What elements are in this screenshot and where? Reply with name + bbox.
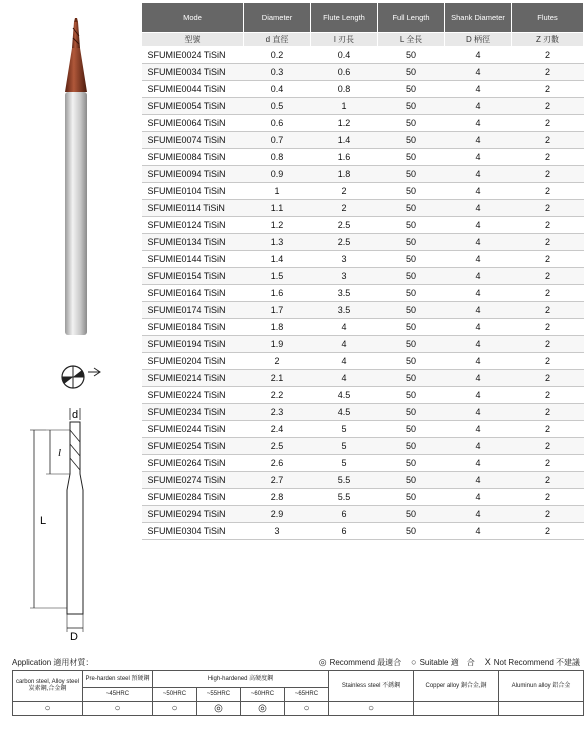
rating-stainless: ○ [329, 702, 414, 716]
cell-flutes: 2 [512, 489, 584, 506]
cell-shank-diameter: 4 [445, 98, 512, 115]
cell-flutes: 2 [512, 523, 584, 540]
cross-section-icon [58, 362, 108, 392]
table-row [142, 336, 584, 353]
cell-flute-length: 5.5 [311, 489, 378, 506]
cell-flutes: 2 [512, 268, 584, 285]
cell-flute-length: 0.4 [311, 47, 378, 64]
cell-flutes: 2 [512, 149, 584, 166]
legend-not-recommend-text: Not Recommend 不建議 [493, 658, 580, 667]
cell-flutes: 2 [512, 404, 584, 421]
cell-flutes: 2 [512, 81, 584, 98]
cell-flutes: 2 [512, 336, 584, 353]
cell-flute-length: 4.5 [311, 404, 378, 421]
cell-flute-length: 2.5 [311, 234, 378, 251]
cell-flute-length: 3.5 [311, 302, 378, 319]
cell-mode: SFUMIE0124 TiSiN [142, 217, 244, 234]
cell-shank-diameter: 4 [445, 234, 512, 251]
cell-flute-length: 2 [311, 183, 378, 200]
rating-50hrc: ○ [153, 702, 197, 716]
cell-flute-length: 4 [311, 336, 378, 353]
cell-flute-length: 3.5 [311, 285, 378, 302]
table-row [142, 251, 584, 268]
cell-shank-diameter: 4 [445, 268, 512, 285]
cell-shank-diameter: 4 [445, 506, 512, 523]
L-label: L [40, 515, 47, 527]
cell-flute-length: 0.6 [311, 64, 378, 81]
cell-full-length: 50 [378, 455, 445, 472]
subheader-row [142, 33, 584, 47]
legend-suitable-text: Suitable 適 合 [419, 658, 475, 667]
table-row [142, 217, 584, 234]
cell-mode: SFUMIE0264 TiSiN [142, 455, 244, 472]
cell-diameter: 2.9 [244, 506, 311, 523]
legend-recommend [319, 657, 401, 668]
dimension-drawing [20, 400, 130, 640]
header-row [142, 3, 584, 33]
circle-icon: ○ [411, 657, 417, 667]
cell-diameter: 1.9 [244, 336, 311, 353]
cell-shank-diameter: 4 [445, 302, 512, 319]
cell-flutes: 2 [512, 370, 584, 387]
table-row [142, 319, 584, 336]
col-high-sub-60: ~60HRC [241, 688, 285, 702]
cell-full-length: 50 [378, 234, 445, 251]
cell-flutes: 2 [512, 353, 584, 370]
cell-full-length: 50 [378, 183, 445, 200]
legend-suitable [411, 657, 475, 668]
legend-recommend-text: Recommend 最適合 [329, 658, 402, 667]
col-copper: Copper alloy 銅合金,銅 [414, 671, 499, 702]
cell-diameter: 0.7 [244, 132, 311, 149]
cell-flute-length: 0.8 [311, 81, 378, 98]
subheader-mode: 型號 [142, 33, 244, 47]
col-high-sub-55: ~55HRC [197, 688, 241, 702]
cell-diameter: 0.8 [244, 149, 311, 166]
legend [319, 657, 580, 668]
header-flutes: Flutes [512, 3, 584, 33]
cell-flute-length: 3 [311, 251, 378, 268]
header-flute-length: Flute Length [311, 3, 378, 33]
cell-diameter: 2.5 [244, 438, 311, 455]
cell-full-length: 50 [378, 64, 445, 81]
legend-not-recommend [485, 657, 580, 668]
cell-mode: SFUMIE0304 TiSiN [142, 523, 244, 540]
cell-diameter: 1.6 [244, 285, 311, 302]
cell-shank-diameter: 4 [445, 285, 512, 302]
cell-flute-length: 4 [311, 370, 378, 387]
col-high-sub-50: ~50HRC [153, 688, 197, 702]
cell-flute-length: 6 [311, 523, 378, 540]
rating-row [13, 702, 584, 716]
col-high-hardened: High-hardened 高硬度鋼 [153, 671, 329, 688]
table-row [142, 353, 584, 370]
cell-flute-length: 5 [311, 438, 378, 455]
cell-full-length: 50 [378, 319, 445, 336]
cell-mode: SFUMIE0144 TiSiN [142, 251, 244, 268]
cell-flutes: 2 [512, 115, 584, 132]
cell-flute-length: 1.2 [311, 115, 378, 132]
rating-65hrc: ○ [285, 702, 329, 716]
table-row [142, 115, 584, 132]
subheader-flute-length: l 刃長 [311, 33, 378, 47]
subheader-diameter: d 直徑 [244, 33, 311, 47]
col-high-sub-65: ~65HRC [285, 688, 329, 702]
cell-diameter: 0.2 [244, 47, 311, 64]
cell-flutes: 2 [512, 183, 584, 200]
table-row [142, 200, 584, 217]
cell-flute-length: 2.5 [311, 217, 378, 234]
cell-mode: SFUMIE0034 TiSiN [142, 64, 244, 81]
cell-full-length: 50 [378, 149, 445, 166]
application-title: Application 適用材質： [12, 658, 94, 667]
table-row [142, 47, 584, 64]
cell-mode: SFUMIE0204 TiSiN [142, 353, 244, 370]
cell-full-length: 50 [378, 353, 445, 370]
cell-full-length: 50 [378, 302, 445, 319]
cell-diameter: 0.3 [244, 64, 311, 81]
cell-flute-length: 4 [311, 353, 378, 370]
cell-full-length: 50 [378, 98, 445, 115]
rating-copper [414, 702, 499, 716]
cell-diameter: 1.8 [244, 319, 311, 336]
cell-full-length: 50 [378, 200, 445, 217]
cell-shank-diameter: 4 [445, 319, 512, 336]
cell-shank-diameter: 4 [445, 489, 512, 506]
cell-mode: SFUMIE0134 TiSiN [142, 234, 244, 251]
cell-diameter: 2 [244, 353, 311, 370]
table-row [142, 404, 584, 421]
cell-flute-length: 1.6 [311, 149, 378, 166]
cell-flute-length: 5 [311, 421, 378, 438]
cell-full-length: 50 [378, 472, 445, 489]
cell-mode: SFUMIE0084 TiSiN [142, 149, 244, 166]
table-row [142, 183, 584, 200]
cell-flute-length: 3 [311, 268, 378, 285]
cell-shank-diameter: 4 [445, 251, 512, 268]
l-label: l [58, 447, 62, 459]
cell-flutes: 2 [512, 47, 584, 64]
cell-shank-diameter: 4 [445, 523, 512, 540]
cell-flute-length: 1.8 [311, 166, 378, 183]
cell-flute-length: 1 [311, 98, 378, 115]
cell-flutes: 2 [512, 251, 584, 268]
cell-diameter: 0.5 [244, 98, 311, 115]
header-full-length: Full Length [378, 3, 445, 33]
cell-shank-diameter: 4 [445, 387, 512, 404]
header-mode: Mode [142, 3, 244, 33]
cell-full-length: 50 [378, 115, 445, 132]
cell-diameter: 3 [244, 523, 311, 540]
cell-mode: SFUMIE0104 TiSiN [142, 183, 244, 200]
rating-carbon: ○ [13, 702, 83, 716]
col-preharden: Pre-harden steel 預硬鋼 [83, 671, 153, 688]
cell-flute-length: 5 [311, 455, 378, 472]
table-row [142, 489, 584, 506]
cell-mode: SFUMIE0064 TiSiN [142, 115, 244, 132]
cell-diameter: 0.4 [244, 81, 311, 98]
cell-diameter: 0.9 [244, 166, 311, 183]
d-label: d [72, 409, 79, 421]
cell-shank-diameter: 4 [445, 438, 512, 455]
cell-diameter: 1.3 [244, 234, 311, 251]
cell-flutes: 2 [512, 166, 584, 183]
cell-full-length: 50 [378, 438, 445, 455]
cell-flutes: 2 [512, 506, 584, 523]
cell-shank-diameter: 4 [445, 353, 512, 370]
cell-shank-diameter: 4 [445, 421, 512, 438]
cell-mode: SFUMIE0054 TiSiN [142, 98, 244, 115]
cell-diameter: 2.4 [244, 421, 311, 438]
cell-full-length: 50 [378, 489, 445, 506]
subheader-full-length: L 全長 [378, 33, 445, 47]
cell-diameter: 2.8 [244, 489, 311, 506]
cell-flutes: 2 [512, 217, 584, 234]
cell-shank-diameter: 4 [445, 115, 512, 132]
cell-shank-diameter: 4 [445, 166, 512, 183]
cell-full-length: 50 [378, 47, 445, 64]
cell-diameter: 2.3 [244, 404, 311, 421]
table-row [142, 132, 584, 149]
table-row [142, 472, 584, 489]
col-stainless: Stainless steel 不銹鋼 [329, 671, 414, 702]
col-aluminum: Aluminun alloy 鋁合金 [499, 671, 584, 702]
cell-mode: SFUMIE0224 TiSiN [142, 387, 244, 404]
rating-60hrc: ◎ [241, 702, 285, 716]
cell-shank-diameter: 4 [445, 183, 512, 200]
cell-mode: SFUMIE0024 TiSiN [142, 47, 244, 64]
cell-flutes: 2 [512, 319, 584, 336]
cell-flutes: 2 [512, 132, 584, 149]
cell-mode: SFUMIE0254 TiSiN [142, 438, 244, 455]
cell-diameter: 0.6 [244, 115, 311, 132]
table-row [142, 506, 584, 523]
cell-shank-diameter: 4 [445, 217, 512, 234]
table-row [142, 370, 584, 387]
cell-mode: SFUMIE0184 TiSiN [142, 319, 244, 336]
rating-55hrc: ◎ [197, 702, 241, 716]
cell-shank-diameter: 4 [445, 64, 512, 81]
table-row [142, 523, 584, 540]
table-row [142, 149, 584, 166]
cell-shank-diameter: 4 [445, 149, 512, 166]
cell-diameter: 1.5 [244, 268, 311, 285]
cell-flute-length: 4 [311, 319, 378, 336]
cell-shank-diameter: 4 [445, 336, 512, 353]
cell-full-length: 50 [378, 285, 445, 302]
cell-shank-diameter: 4 [445, 132, 512, 149]
cell-mode: SFUMIE0074 TiSiN [142, 132, 244, 149]
cell-mode: SFUMIE0274 TiSiN [142, 472, 244, 489]
cell-mode: SFUMIE0244 TiSiN [142, 421, 244, 438]
cell-flutes: 2 [512, 234, 584, 251]
cell-flute-length: 4.5 [311, 387, 378, 404]
cell-flutes: 2 [512, 64, 584, 81]
cell-mode: SFUMIE0284 TiSiN [142, 489, 244, 506]
table-row [142, 268, 584, 285]
cell-flutes: 2 [512, 200, 584, 217]
cell-mode: SFUMIE0154 TiSiN [142, 268, 244, 285]
spec-table [141, 2, 584, 540]
cell-mode: SFUMIE0214 TiSiN [142, 370, 244, 387]
cell-shank-diameter: 4 [445, 404, 512, 421]
cell-flutes: 2 [512, 302, 584, 319]
cell-full-length: 50 [378, 404, 445, 421]
cell-mode: SFUMIE0174 TiSiN [142, 302, 244, 319]
cell-shank-diameter: 4 [445, 472, 512, 489]
cell-shank-diameter: 4 [445, 81, 512, 98]
table-row [142, 81, 584, 98]
cell-flute-length: 5.5 [311, 472, 378, 489]
table-row [142, 98, 584, 115]
cell-flutes: 2 [512, 438, 584, 455]
cell-diameter: 2.1 [244, 370, 311, 387]
col-carbon-steel: carbon steel, Alloy steel 炭素鋼,合金鋼 [13, 671, 83, 702]
cell-full-length: 50 [378, 421, 445, 438]
subheader-flutes: Z 刃數 [512, 33, 584, 47]
cell-full-length: 50 [378, 268, 445, 285]
cell-diameter: 1.1 [244, 200, 311, 217]
cell-mode: SFUMIE0094 TiSiN [142, 166, 244, 183]
cell-mode: SFUMIE0294 TiSiN [142, 506, 244, 523]
cell-full-length: 50 [378, 523, 445, 540]
tool-illustrations [0, 0, 140, 640]
cell-full-length: 50 [378, 166, 445, 183]
table-row [142, 421, 584, 438]
cell-diameter: 2.7 [244, 472, 311, 489]
cell-flute-length: 1.4 [311, 132, 378, 149]
cell-full-length: 50 [378, 217, 445, 234]
cell-flute-length: 2 [311, 200, 378, 217]
double-circle-icon: ◎ [318, 657, 327, 667]
cell-diameter: 1.2 [244, 217, 311, 234]
table-row [142, 166, 584, 183]
table-row [142, 64, 584, 81]
cell-full-length: 50 [378, 370, 445, 387]
cross-icon: X [484, 657, 491, 667]
spec-table-body [142, 47, 584, 540]
cell-diameter: 1 [244, 183, 311, 200]
table-row [142, 234, 584, 251]
cell-mode: SFUMIE0044 TiSiN [142, 81, 244, 98]
header-diameter: Diameter [244, 3, 311, 33]
cell-shank-diameter: 4 [445, 47, 512, 64]
cell-shank-diameter: 4 [445, 370, 512, 387]
table-row [142, 302, 584, 319]
cell-diameter: 2.6 [244, 455, 311, 472]
col-preharden-sub: ~45HRC [83, 688, 153, 702]
cell-flutes: 2 [512, 387, 584, 404]
cell-full-length: 50 [378, 81, 445, 98]
table-row [142, 285, 584, 302]
cell-flutes: 2 [512, 472, 584, 489]
table-row [142, 438, 584, 455]
cell-full-length: 50 [378, 251, 445, 268]
table-row [142, 455, 584, 472]
table-row [142, 387, 584, 404]
cell-flutes: 2 [512, 98, 584, 115]
application-bar [12, 657, 584, 669]
cell-mode: SFUMIE0194 TiSiN [142, 336, 244, 353]
cell-diameter: 1.7 [244, 302, 311, 319]
cell-shank-diameter: 4 [445, 455, 512, 472]
cell-flutes: 2 [512, 455, 584, 472]
cell-full-length: 50 [378, 132, 445, 149]
cell-flutes: 2 [512, 421, 584, 438]
subheader-shank-diameter: D 柄徑 [445, 33, 512, 47]
cell-diameter: 1.4 [244, 251, 311, 268]
cell-mode: SFUMIE0164 TiSiN [142, 285, 244, 302]
cell-flutes: 2 [512, 285, 584, 302]
cell-full-length: 50 [378, 336, 445, 353]
cell-shank-diameter: 4 [445, 200, 512, 217]
cell-diameter: 2.2 [244, 387, 311, 404]
rating-aluminum [499, 702, 584, 716]
rating-preharden: ○ [83, 702, 153, 716]
D-label: D [70, 631, 78, 640]
cell-full-length: 50 [378, 506, 445, 523]
application-table [12, 670, 584, 716]
cell-full-length: 50 [378, 387, 445, 404]
cell-flute-length: 6 [311, 506, 378, 523]
cell-mode: SFUMIE0114 TiSiN [142, 200, 244, 217]
header-shank-diameter: Shank Diameter [445, 3, 512, 33]
cell-mode: SFUMIE0234 TiSiN [142, 404, 244, 421]
